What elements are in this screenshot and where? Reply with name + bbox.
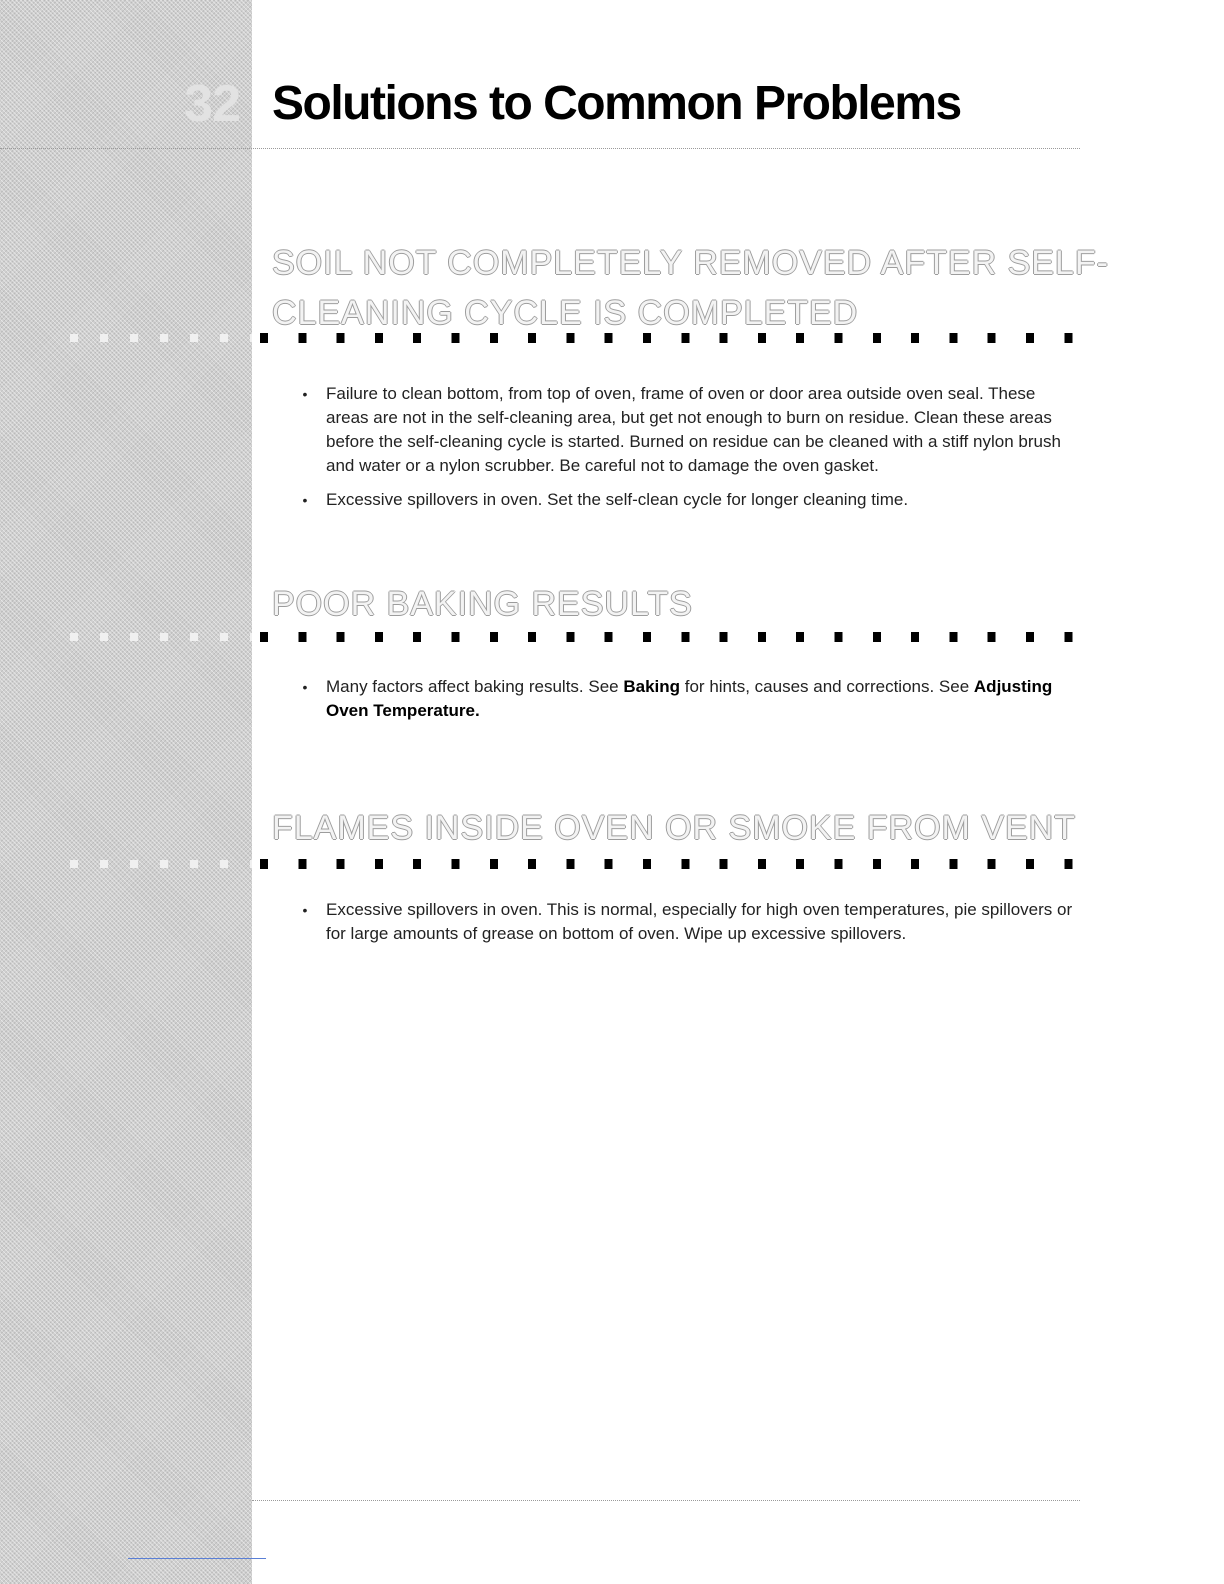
divider-sidebar-dots (70, 860, 252, 868)
footer-line (128, 1558, 266, 1559)
baking-reference: Baking (623, 677, 681, 696)
list-item-text: Many factors affect baking results. See (326, 677, 624, 696)
list-item-text: Failure to clean bottom, from top of oven, frame of oven or door area outside oven seal. These areas are not in the self-cleaning area, but get not enough to burn on residue. Clean these areas before the self-cleaning cycle is started. Burned on residue can be cleaned with a stiff nylon brush and water or a nylon scrubber. Be careful not to damage the oven gasket. (326, 384, 1061, 475)
section-divider (70, 333, 1080, 343)
page-number: 32 (184, 75, 240, 133)
divider-dots (260, 632, 1080, 642)
list-item-text: Excessive spillovers in oven. This is normal, especially for high oven temperatures, pie spillovers or for large amounts of grease on bottom of oven. Wipe up excessive spillovers. (326, 900, 1073, 943)
list-item-text: for hints, causes and corrections. See (680, 677, 974, 696)
section-heading-soil-line1: SOIL NOT COMPLETELY REMOVED AFTER SELF- (272, 244, 1109, 282)
list-item (300, 898, 1080, 946)
section-heading-baking: POOR BAKING RESULTS (272, 585, 693, 623)
divider-dots (260, 859, 1080, 869)
bullet-icon: • (302, 492, 308, 508)
list-item (300, 488, 1080, 512)
section-heading-soil-line2: CLEANING CYCLE IS COMPLETED (272, 294, 859, 332)
section-baking-list (300, 675, 1080, 733)
section-divider (70, 632, 1080, 642)
divider-sidebar-dots (70, 334, 252, 342)
section-divider (70, 859, 1080, 869)
list-item (300, 382, 1080, 478)
section-heading-flames: FLAMES INSIDE OVEN OR SMOKE FROM VENT (272, 809, 1076, 847)
divider-dots (260, 333, 1080, 343)
section-flames-list (300, 898, 1080, 956)
top-rule (0, 148, 1080, 149)
section-soil-list (300, 382, 1080, 522)
bullet-icon: • (302, 386, 308, 402)
list-item-text: Excessive spillovers in oven. Set the self-clean cycle for longer cleaning time. (326, 490, 909, 509)
list-item (300, 675, 1080, 723)
bottom-rule (252, 1500, 1080, 1501)
adjusting-temperature-reference: Adjusting Oven Temperature. (326, 677, 1053, 720)
sidebar-pattern (0, 0, 252, 1584)
page-title: Solutions to Common Problems (272, 77, 961, 130)
bullet-icon: • (302, 902, 308, 918)
bullet-icon: • (302, 679, 308, 695)
divider-sidebar-dots (70, 633, 252, 641)
